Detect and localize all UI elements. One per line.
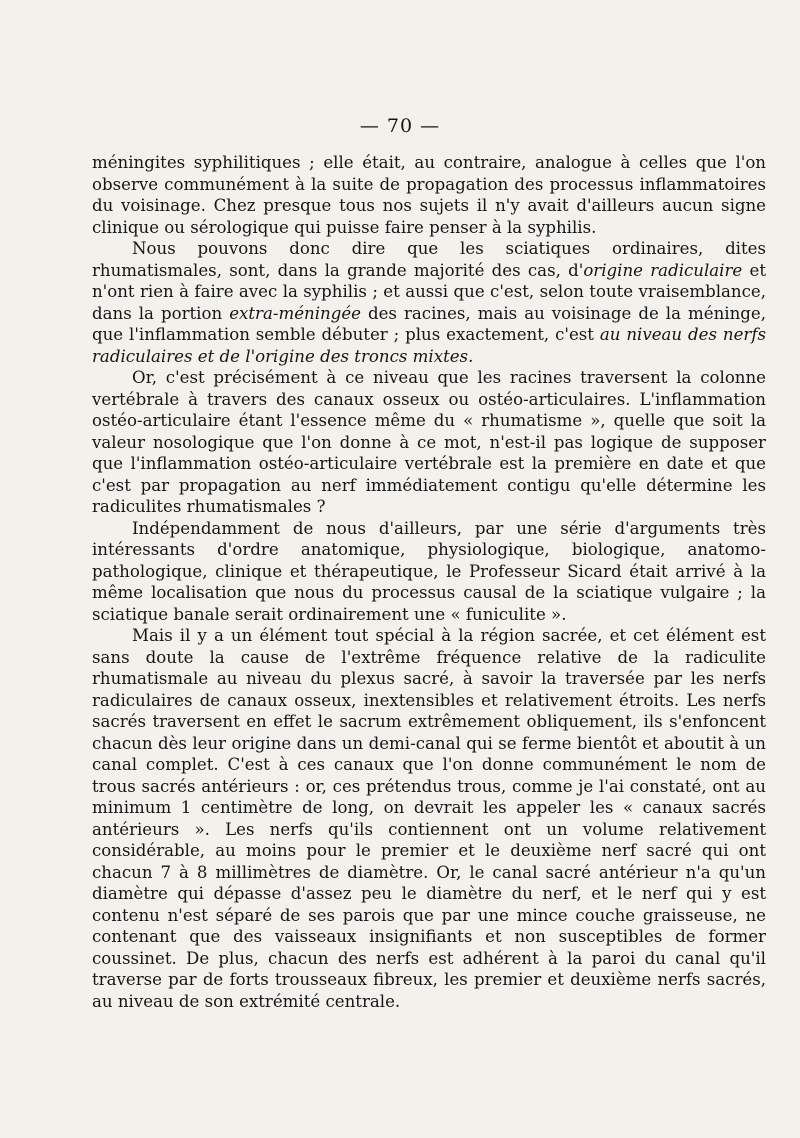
page-number: — 70 — xyxy=(359,115,441,137)
paragraph-2-segment-1: Nous pouvons donc dire que les sciatiques ordinaires, dites rhumatismales, sont, dans la grande majorité des cas, d' xyxy=(92,239,766,280)
paragraph-2-italic-niveau-nerfs: au niveau des nerfs radiculaires et de l'origine des troncs mixtes. xyxy=(92,325,766,366)
paragraph-2-segment-5: des racines, mais au voisinage de la méninge, que l'inflammation semble débuter ; plus exactement, c'est xyxy=(92,303,766,344)
paragraph-3-segment-1: Or, c'est précisément à ce niveau que les racines traversent la colonne vertébrale à travers des canaux osseux ou ostéo-articulaires. L'inflammation ostéo-articulaire étant l'essence même du « rhumatisme », quelle que soit la valeur nosologique que l'on donne à ce mot, n'est-il pas logique de supposer que l'inflammation ostéo-articulaire vertébrale est la première en date et que c'est par propagation au nerf immédiatement contigu qu'elle détermine les radiculites rhumatismales ? xyxy=(92,368,766,516)
paragraph-5 xyxy=(92,625,766,1012)
paragraph-2-italic-extra-meningee: extra-méningée xyxy=(229,303,361,323)
paragraph-2-italic-origine-radiculaire: origine radiculaire xyxy=(583,260,743,280)
paragraph-5-segment-1: Mais il y a un élément tout spécial à la région sacrée, et cet élément est sans doute la cause de l'extrême fréquence relative de la radiculite rhumatismale au niveau du plexus sacré, à savoir la traversée par les nerfs radiculaires de canaux osseux, inextensibles et relativement étroits. Les nerfs sacrés traversent en effet le sacrum extrêmement obliquement, ils s'enfoncent chacun dès leur origine dans un demi-canal qui se ferme bientôt et aboutit à un canal complet. C'est à ces canaux que l'on donne communément le nom de trous sacrés antérieurs : or, ces prétendus trous, comme je l'ai constaté, ont au minimum 1 centimètre de long, on devrait les appeler les « canaux sacrés antérieurs ». Les nerfs qu'ils contiennent ont un volume relativement considérable, au moins pour le premier et le deuxième nerf sacré qui ont chacun 7 à 8 millimètres de diamètre. Or, le canal sacré antérieur n'a qu'un diamètre qui dépasse d'assez peu le diamètre du nerf, et le nerf qui y est contenu n'est séparé de ses parois que par une mince couche graisseuse, ne contenant que des vaisseaux insignifiants et non susceptibles de former coussinet. De plus, chacun des nerfs est adhérent à la paroi du canal qu'il traverse par de forts trousseaux fibreux, les premier et deuxième nerfs sacrés, au niveau de son extrémité centrale. xyxy=(92,626,766,1011)
paragraph-2-segment-3: et n'ont rien à faire avec la syphilis ; et aussi que c'est, selon toute vraisemblance, dans la portion xyxy=(92,260,767,323)
paragraph-2 xyxy=(92,238,766,367)
paragraph-3 xyxy=(92,367,766,518)
body-text xyxy=(92,152,766,1012)
paragraph-4-segment-1: Indépendamment de nous d'ailleurs, par une série d'arguments très intéressants d'ordre anatomique, physiologique, biologique, anatomo-pathologique, clinique et thérapeutique, le Professeur Sicard était arrivé à la même localisation que nous du processus causal de la sciatique vulgaire ; la sciatique banale serait ordinairement une « funiculite ». xyxy=(92,518,766,624)
paragraph-1 xyxy=(92,152,766,238)
paragraph-4 xyxy=(92,518,766,626)
paragraph-1-segment-1: méningites syphilitiques ; elle était, au contraire, analogue à celles que l'on observe communément à la suite de propagation des processus inflammatoires du voisinage. Chez presque tous nos sujets il n'y avait d'ailleurs aucun signe clinique ou sérologique qui puisse faire penser à la syphilis. xyxy=(92,153,766,237)
